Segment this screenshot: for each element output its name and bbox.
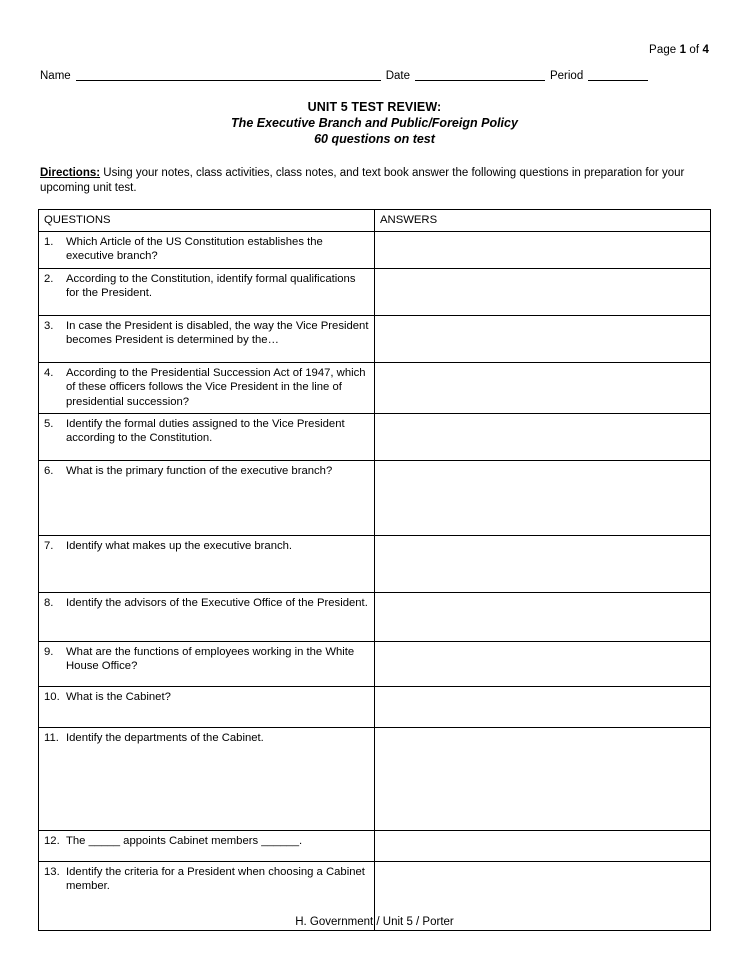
- answer-cell[interactable]: [375, 315, 711, 362]
- title-line-3: 60 questions on test: [314, 132, 435, 146]
- question-cell: [39, 830, 375, 861]
- period-field[interactable]: [588, 80, 648, 81]
- table-row: [39, 362, 711, 413]
- questions-answers-table: [38, 209, 711, 931]
- question-text: Identify the advisors of the Executive Office of the President.: [66, 596, 368, 609]
- answer-cell[interactable]: [375, 460, 711, 535]
- page-number: [649, 44, 709, 56]
- table-row: [39, 460, 711, 535]
- question-text: What are the functions of employees working in the White House Office?: [66, 645, 355, 673]
- answer-cell[interactable]: [375, 727, 711, 830]
- question-text: According to the Constitution, identify formal qualifications for the President.: [66, 272, 356, 300]
- page-number-current: 1: [679, 44, 687, 56]
- question-number: 9.: [44, 645, 54, 658]
- question-text: In case the President is disabled, the way the Vice President becomes President is determined by the…: [66, 319, 369, 347]
- question-text: Identify the formal duties assigned to the Vice President according to the Constitution.: [66, 417, 345, 445]
- question-number: 10.: [44, 690, 60, 703]
- table-header-row: [39, 210, 711, 232]
- directions-text: Using your notes, class activities, class notes, and text book answer the following questions in preparation for your upcoming unit test.: [40, 167, 685, 195]
- name-label: Name: [40, 70, 71, 82]
- answer-cell[interactable]: [375, 830, 711, 861]
- name-field[interactable]: [76, 80, 381, 81]
- question-text: Which Article of the US Constitution establishes the executive branch?: [66, 235, 323, 263]
- answer-cell[interactable]: [375, 535, 711, 592]
- table-row: [39, 315, 711, 362]
- question-text: The _____ appoints Cabinet members ______.: [66, 834, 303, 847]
- answer-cell[interactable]: [375, 686, 711, 727]
- question-cell: [39, 460, 375, 535]
- table-row: [39, 231, 711, 268]
- question-number: 13.: [44, 865, 60, 878]
- table-row: [39, 727, 711, 830]
- period-label: Period: [549, 70, 584, 82]
- table-row: [39, 641, 711, 686]
- question-text: Identify the departments of the Cabinet.: [66, 731, 264, 744]
- page-number-prefix: Page: [649, 44, 680, 56]
- date-label: Date: [385, 70, 410, 82]
- table-row: [39, 413, 711, 460]
- question-text: Identify what makes up the executive branch.: [66, 539, 293, 552]
- question-number: 4.: [44, 366, 54, 379]
- name-date-period-line: [40, 70, 709, 82]
- question-cell: [39, 315, 375, 362]
- question-cell: [39, 362, 375, 413]
- table-row: [39, 535, 711, 592]
- directions-label: Directions:: [40, 167, 101, 179]
- question-text: What is the primary function of the executive branch?: [66, 464, 333, 477]
- question-text: Identify the criteria for a President when choosing a Cabinet member.: [66, 865, 365, 893]
- question-number: 5.: [44, 417, 54, 430]
- answer-cell[interactable]: [375, 231, 711, 268]
- table-row: [39, 686, 711, 727]
- question-number: 3.: [44, 319, 54, 332]
- column-header-answers: ANSWERS: [375, 210, 711, 232]
- question-number: 12.: [44, 834, 60, 847]
- question-cell: [39, 413, 375, 460]
- table-row: [39, 268, 711, 315]
- question-cell: [39, 535, 375, 592]
- question-number: 2.: [44, 272, 54, 285]
- question-number: 8.: [44, 596, 54, 609]
- question-text: According to the Presidential Succession Act of 1947, which of these officers follows the Vice President in the line of presidential succession?: [66, 366, 366, 409]
- document-title: [40, 100, 709, 146]
- page-footer: H. Government / Unit 5 / Porter: [295, 916, 454, 928]
- answer-cell[interactable]: [375, 268, 711, 315]
- question-cell: [39, 592, 375, 641]
- answer-cell[interactable]: [375, 362, 711, 413]
- question-number: 7.: [44, 539, 54, 552]
- question-number: 11.: [44, 731, 59, 744]
- question-cell: [39, 641, 375, 686]
- table-row: [39, 592, 711, 641]
- answer-cell[interactable]: [375, 413, 711, 460]
- column-header-questions: QUESTIONS: [39, 210, 375, 232]
- directions-paragraph: [40, 166, 708, 196]
- title-line-1: UNIT 5 TEST REVIEW:: [307, 100, 442, 114]
- question-number: 1.: [44, 235, 54, 248]
- date-field[interactable]: [415, 80, 545, 81]
- question-cell: [39, 686, 375, 727]
- answer-cell[interactable]: [375, 641, 711, 686]
- answer-cell[interactable]: [375, 592, 711, 641]
- question-cell: [39, 727, 375, 830]
- page-number-total: 4: [702, 44, 709, 56]
- question-number: 6.: [44, 464, 54, 477]
- question-text: What is the Cabinet?: [66, 690, 171, 703]
- title-line-2: The Executive Branch and Public/Foreign Policy: [231, 116, 518, 130]
- page-number-mid: of: [686, 44, 703, 56]
- question-cell: [39, 231, 375, 268]
- question-cell: [39, 268, 375, 315]
- table-row: [39, 830, 711, 861]
